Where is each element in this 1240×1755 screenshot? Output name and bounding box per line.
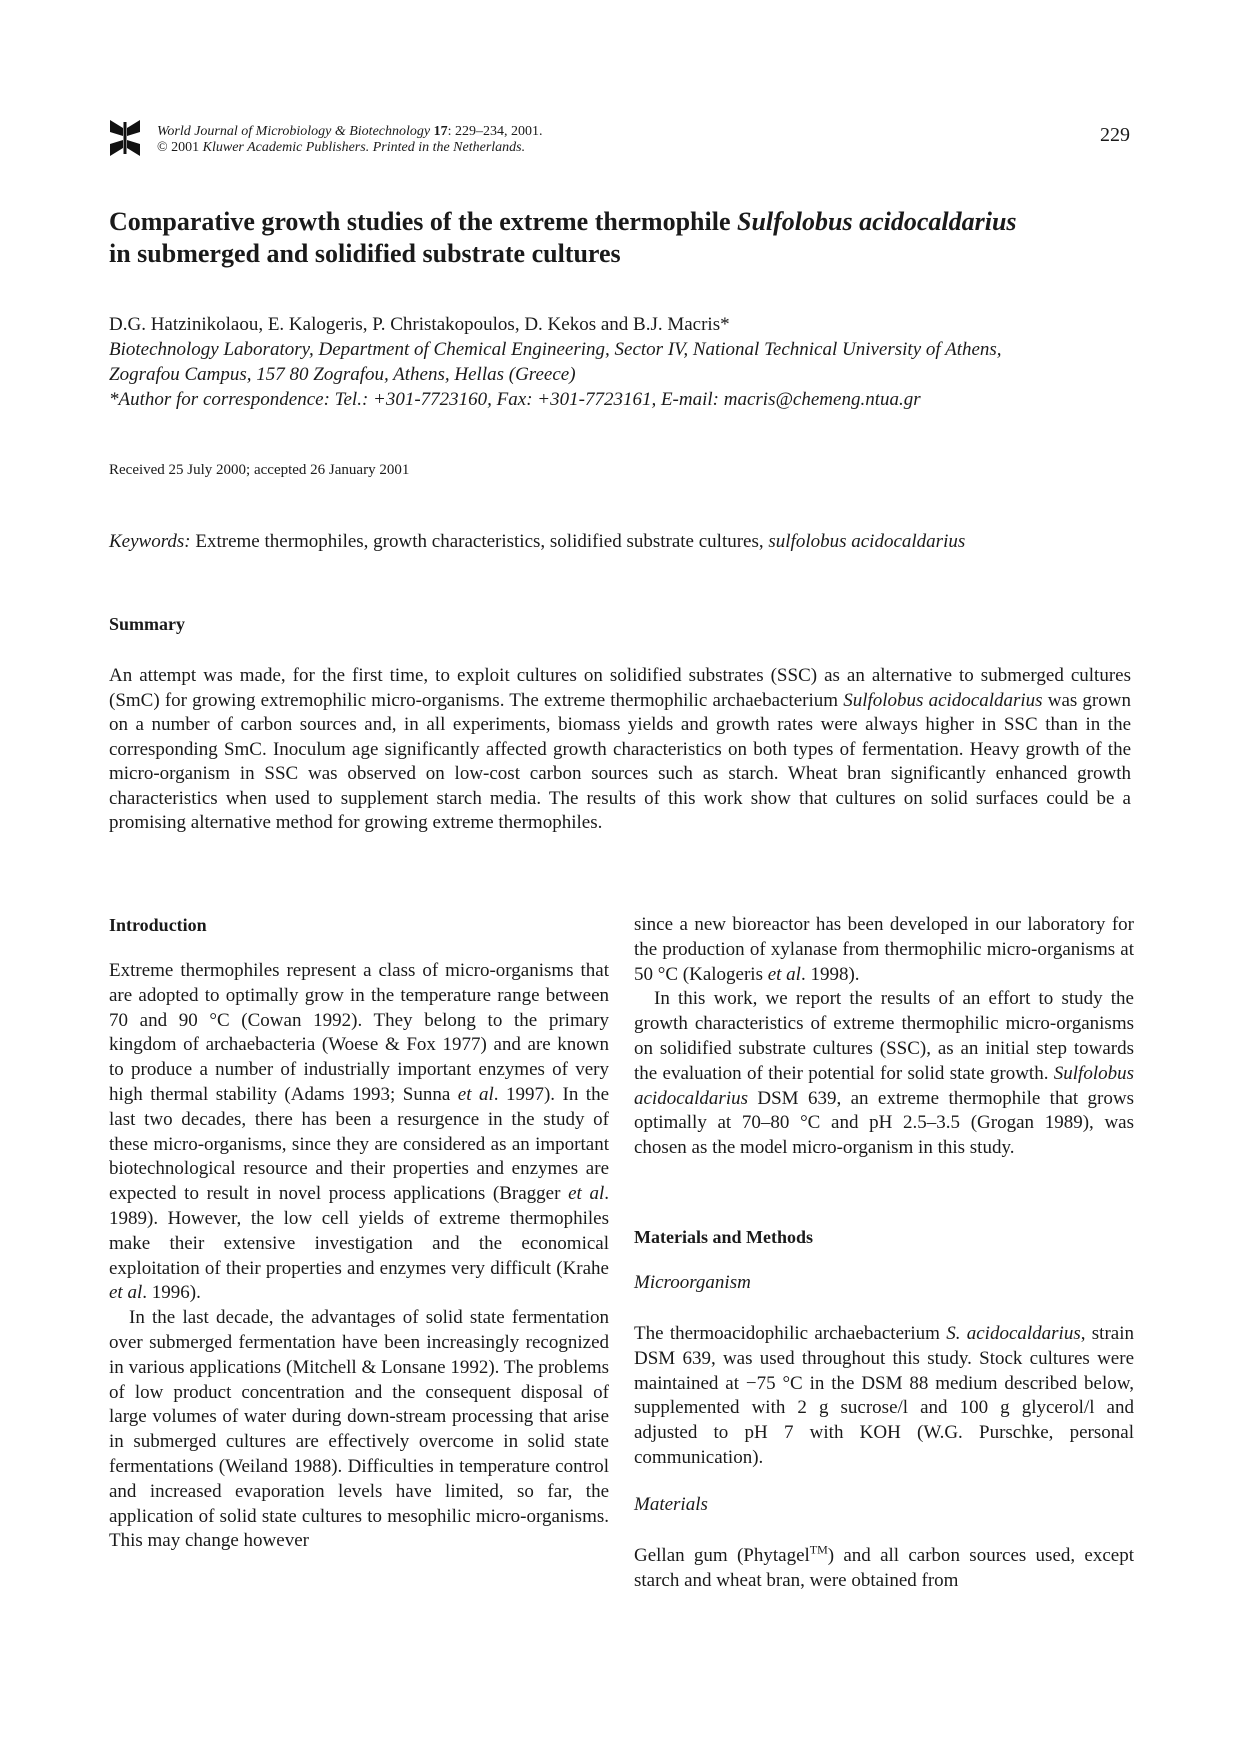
- intro-aim-text-b: DSM 639, an extreme thermophile that grows optimally at 70–80 °C and pH 2.5–3.5 (Grogan 1989), was chosen as the model micro-organism in this study.: [634, 1087, 1134, 1159]
- correspondence-line: *Author for correspondence: Tel.: +301-7723160, Fax: +301-7723161, E-mail: macris@chemeng.ntua.gr: [109, 389, 921, 410]
- keywords: [109, 531, 965, 553]
- materials-text-b: ) and all carbon sources used, except starch and wheat bran, were obtained from: [634, 1544, 1134, 1591]
- intro-p1-text-d: . 1996).: [142, 1282, 201, 1304]
- copyright-symbol: ©: [157, 140, 168, 155]
- materials-paragraph: [634, 1544, 1134, 1594]
- keywords-species: sulfolobus acidocaldarius: [768, 531, 966, 552]
- summary-part-1: An attempt was made, for the first time, to exploit cultures on solidified substrates (SSC) as an alternative to submerged cultures (SmC) for growing extremophilic micro-organisms. The extreme thermophilic archaebacterium: [109, 665, 1131, 711]
- materials-text-a: Gellan gum (Phytagel: [634, 1544, 810, 1566]
- summary-species: Sulfolobus acidocaldarius: [843, 689, 1043, 711]
- keywords-label: Keywords:: [109, 531, 191, 552]
- page-number: 229: [1100, 124, 1130, 146]
- summary-heading: Summary: [109, 614, 185, 634]
- author-list: D.G. Hatzinikolaou, E. Kalogeris, P. Christakopoulos, D. Kekos and B.J. Macris*: [109, 314, 730, 335]
- journal-citation: [157, 124, 543, 156]
- intro-cont-text-b: . 1998).: [800, 963, 860, 985]
- intro-p1-text-a: Extreme thermophiles represent a class of micro-organisms that are adopted to optimally grow in the temperature range between 70 and 90 °C (Cowan 1992). They belong to the primary kingdom of archaebacteria (Woese & Fox 1977) and are known to produce a number of industrially important enzymes of very high thermal stability (Adams 1993; Sunna: [109, 960, 609, 1105]
- title-part-1: Comparative growth studies of the extreme thermophile: [109, 207, 737, 236]
- intro-cont-text-a: since a new bioreactor has been developed in our laboratory for the production of xylanase from thermophilic micro-organisms at 50 °C (Kalogeris: [634, 914, 1134, 985]
- intro-aim-species: Sulfolobus acidocaldarius: [634, 1062, 1134, 1109]
- left-column: [109, 913, 609, 1554]
- micro-text-a: The thermoacidophilic archaebacterium: [634, 1322, 947, 1344]
- intro-p1-text-c: . 1989). However, the low cell yields of extreme thermophiles make their extensive investigation and the economical exploitation of their properties and enzymes very difficult (Krahe: [109, 1183, 609, 1279]
- microorganism-subheading: Microorganism: [634, 1271, 751, 1293]
- journal-pages: : 229–234, 2001.: [447, 124, 543, 139]
- intro-aim-text-a: In this work, we report the results of an effort to study the growth characteristics of extreme thermophilic micro-organisms on solidified substrate cultures (SSC), as an initial step towards the evaluation of their potential for solid state growth.: [634, 988, 1134, 1084]
- materials-methods-heading: Materials and Methods: [634, 1226, 813, 1247]
- materials-subheading: Materials: [634, 1493, 708, 1515]
- micro-text-b: , strain DSM 639, was used throughout this study. Stock cultures were maintained at −75 °C in the DSM 88 medium described below, supplemented with 2 g sucrose/l and 100 g glycerol/l and adjusted to pH 7 with KOH (W.G. Purschke, personal communication).: [634, 1322, 1134, 1468]
- intro-cont-etal: et al: [767, 963, 801, 985]
- title-species: Sulfolobus acidocaldarius: [737, 207, 1017, 236]
- copyright-year: 2001: [171, 140, 200, 155]
- intro-p1-text-b: . 1997). In the last two decades, there has been a resurgence in the study of these micro-organisms, since they are considered as an important biotechnological resource and their properties and enzymes are expected to result in novel process applications (Bragger: [109, 1083, 609, 1205]
- intro-p1-etal-2: et al: [568, 1183, 605, 1205]
- intro-continued-paragraph: [634, 913, 1134, 987]
- summary-part-2: was grown on a number of carbon sources and, in all experiments, biomass yields and growth rates were always higher in SSC than in the corresponding SmC. Inoculum age significantly affected growth characteristics on both types of fermentation. Heavy growth of the micro-organism in SSC was observed on low-cost carbon sources such as starch. Wheat bran significantly enhanced growth characteristics when used to supplement starch media. The results of this work show that cultures on solid surfaces could be a promising alternative method for growing extreme thermophiles.: [109, 689, 1131, 833]
- introduction-heading: Introduction: [109, 915, 207, 935]
- intro-p1-etal-1: et al: [457, 1083, 494, 1105]
- received-dates: Received 25 July 2000; accepted 26 January 2001: [109, 462, 410, 478]
- summary-paragraph: [109, 664, 1131, 836]
- microorganism-paragraph: [634, 1322, 1134, 1471]
- trademark-superscript: TM: [809, 1542, 828, 1557]
- publisher-note: Kluwer Academic Publishers. Printed in the Netherlands.: [202, 140, 526, 155]
- right-column: [634, 913, 1134, 1593]
- publisher-logo-icon: [109, 118, 141, 158]
- article-title: [109, 206, 1139, 270]
- affiliation-line-2: Zografou Campus, 157 80 Zografou, Athens, Hellas (Greece): [109, 364, 576, 385]
- micro-species: S. acidocaldarius: [946, 1322, 1081, 1344]
- affiliation-line-1: Biotechnology Laboratory, Department of Chemical Engineering, Sector IV, National Technical University of Athens,: [109, 339, 1002, 360]
- title-part-2: in submerged and solidified substrate cultures: [109, 239, 621, 268]
- intro-paragraph-1: [109, 959, 609, 1306]
- intro-paragraph-2: In the last decade, the advantages of solid state fermentation over submerged fermentation have been increasingly recognized in various applications (Mitchell & Lonsane 1992). The problems of low product concentration and the consequent disposal of large volumes of water during down-stream processing that arise in submerged cultures are effectively overcome in solid state fermentations (Weiland 1988). Difficulties in temperature control and increased evaporation levels have limited, so far, the application of solid state cultures to mesophilic micro-organisms. This may change however: [109, 1307, 609, 1552]
- keywords-text: Extreme thermophiles, growth characteristics, solidified substrate cultures,: [190, 531, 769, 552]
- intro-p1-etal-3: et al: [109, 1282, 143, 1304]
- journal-volume: 17: [433, 124, 448, 139]
- journal-name: World Journal of Microbiology & Biotechnology: [157, 124, 431, 139]
- affiliation: [109, 337, 1139, 412]
- intro-aim-paragraph: [634, 987, 1134, 1161]
